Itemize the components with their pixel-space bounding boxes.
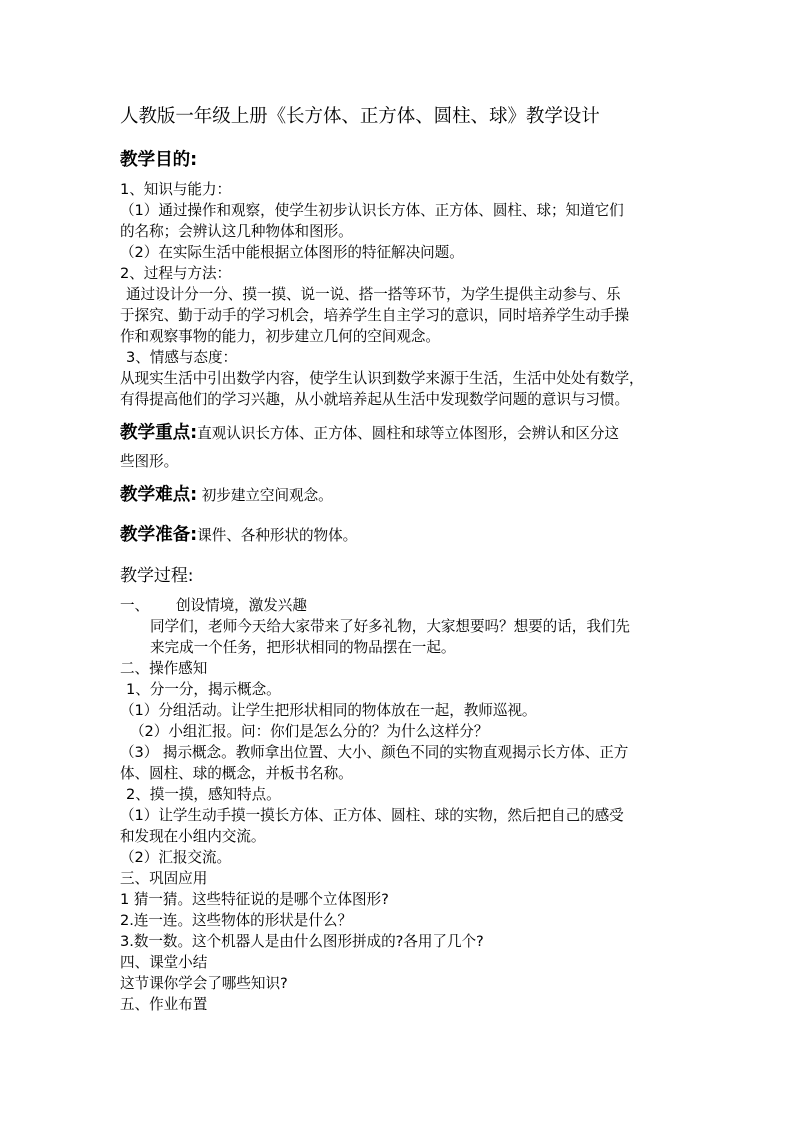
difficulty-text: 初步建立空间观念。 xyxy=(197,487,333,504)
process-heading: 教学过程: xyxy=(120,566,194,586)
process-line: （1）分组活动。让学生把形状相同的物体放在一起，教师巡视。 xyxy=(120,702,537,719)
objectives-line: （1）通过操作和观察，使学生初步认识长方体、正方体、圆柱、球；知道它们 xyxy=(120,202,624,219)
process-line: 来完成一个任务，把形状相同的物品摆在一起。 xyxy=(150,639,456,656)
objectives-line: 从现实生活中引出数学内容，使学生认识到数学来源于生活，生活中处处有数学， xyxy=(120,370,644,387)
process-line: 三、巩固应用 xyxy=(120,870,208,887)
preparation xyxy=(120,522,357,549)
process-line: 和发现在小组内交流。 xyxy=(120,828,266,845)
process-line: 二、操作感知 xyxy=(120,660,208,677)
objectives-heading: 教学目的: xyxy=(120,150,198,170)
key-point-text: 直观认识长方体、正方体、圆柱和球等立体图形，会辨认和区分这 xyxy=(197,425,619,442)
key-point-label: 教学重点: xyxy=(120,423,198,443)
process-line: 1 猜一猜。这些特征说的是哪个立体图形? xyxy=(120,891,389,908)
difficulty xyxy=(120,482,333,509)
objectives-line: 2、过程与方法： xyxy=(120,265,232,282)
process-line: 2.连一连。这些物体的形状是什么？ xyxy=(120,912,352,929)
preparation-label: 教学准备: xyxy=(120,525,198,545)
objectives-line: 于探究、勤于动手的学习机会，培养学生自主学习的意识，同时培养学生动手操 xyxy=(120,307,630,324)
objectives-line: 通过设计分一分、摸一摸、说一说、搭一搭等环节，为学生提供主动参与、乐 xyxy=(126,286,621,303)
process-line: 体、圆柱、球的概念，并板书名称。 xyxy=(120,765,353,782)
objectives-line: 有得提高他们的学习兴趣，从小就培养起从生活中发现数学问题的意识与习惯。 xyxy=(120,391,630,408)
process-line: 一、 xyxy=(120,597,150,614)
objectives-line: （2）在实际生活中能根据立体图形的特征解决问题。 xyxy=(120,244,464,261)
key-point xyxy=(120,420,619,447)
process-line: 这节课你学会了哪些知识? xyxy=(120,975,288,992)
process-line: （3） 揭示概念。教师拿出位置、大小、颜色不同的实物直观揭示长方体、正方 xyxy=(120,744,629,761)
process-line: 3.数一数。这个机器人是由什么图形拼成的?各用了几个? xyxy=(120,933,484,950)
document-title: 人教版一年级上册《长方体、正方体、圆柱、球》教学设计 xyxy=(120,106,600,127)
difficulty-label: 教学难点: xyxy=(120,485,198,505)
process-line: （2）汇报交流。 xyxy=(120,849,232,866)
process-line: 五、作业布置 xyxy=(120,996,208,1013)
process-line: 2、摸一摸，感知特点。 xyxy=(126,786,281,803)
process-line: （1）让学生动手摸一摸长方体、正方体、圆柱、球的实物，然后把自己的感受 xyxy=(120,807,624,824)
process-line: （2）小组汇报。问：你们是怎么分的？为什么这样分？ xyxy=(130,723,489,740)
process-line: 四、课堂小结 xyxy=(120,954,208,971)
process-line: 同学们，老师今天给大家带来了好多礼物，大家想要吗？想要的话，我们先 xyxy=(150,618,630,635)
objectives-line: 1、知识与能力： xyxy=(120,181,232,198)
objectives-line: 的名称；会辨认这几种物体和图形。 xyxy=(120,223,353,240)
preparation-text: 课件、各种形状的物体。 xyxy=(197,527,358,544)
process-line: 1、分一分，揭示概念。 xyxy=(126,681,281,698)
key-point-text-cont: 些图形。 xyxy=(120,453,179,470)
objectives-line: 3、情感与态度： xyxy=(126,349,238,366)
objectives-line: 作和观察事物的能力，初步建立几何的空间观念。 xyxy=(120,328,440,345)
process-line: 创设情境，激发兴趣 xyxy=(176,597,307,614)
